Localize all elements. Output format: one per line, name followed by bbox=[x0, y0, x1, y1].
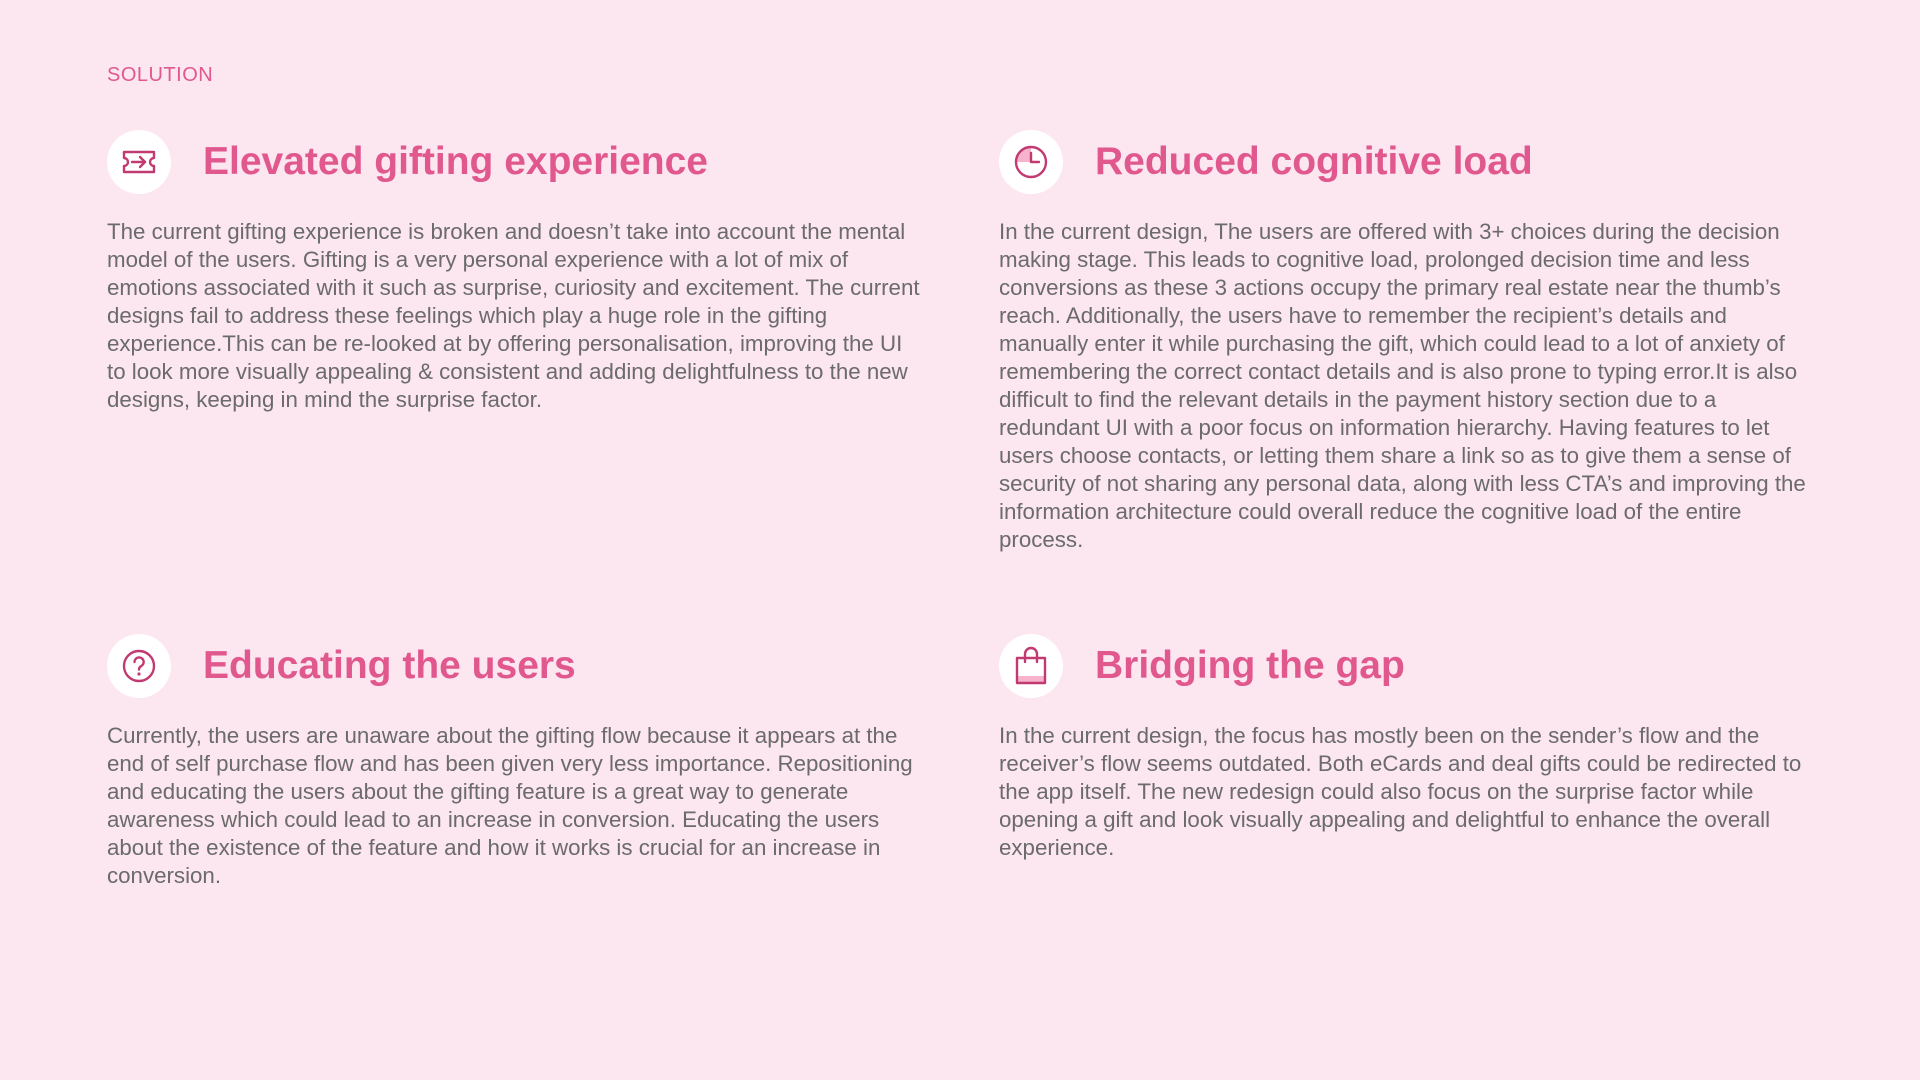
section-label: SOLUTION bbox=[107, 64, 214, 86]
solution-card-educating-users bbox=[107, 634, 927, 890]
card-title: Elevated gifting experience bbox=[203, 140, 709, 183]
card-body: In the current design, the focus has mostly been on the sender’s flow and the receiver’s flow seems outdated. Both eCards and deal gifts could be redirected to the app itself. The new redesign could also focus on the surprise factor while opening a gift and look visually appealing and delightful to enhance the overall experience. bbox=[999, 723, 1802, 860]
card-title: Educating the users bbox=[203, 644, 576, 687]
card-header bbox=[107, 634, 927, 698]
card-body: In the current design, The users are offered with 3+ choices during the decision making stage. This leads to cognitive load, prolonged decision time and less conversions as these 3 actions occupy the primary real estate near the thumb’s reach. Additionally, the users have to remember the recipient’s details and manually enter it while purchasing the gift, which could lead to a lot of anxiety of remembering the correct contact details and is also prone to typing error.It is also difficult to find the relevant details in the payment history section due to a redundant UI with a poor focus on information hierarchy. Having features to let users choose contacts, or letting them share a link so as to give them a sense of security of not sharing any personal data, along with less CTA’s and improving the information architecture could overall reduce the cognitive load of the entire process. bbox=[999, 219, 1806, 552]
card-header bbox=[999, 130, 1819, 194]
card-title: Reduced cognitive load bbox=[1095, 140, 1533, 183]
card-body: The current gifting experience is broken and doesn’t take into account the mental model of the users. Gifting is a very personal experience with a lot of mix of emotions associated with it such as surprise, curiosity and excitement. The current designs fail to address these feelings which play a huge role in the gifting experience.This can be re-looked at by offering personalisation, improving the UI to look more visually appealing & consistent and adding delightfulness to the new designs, keeping in mind the surprise factor. bbox=[107, 219, 920, 412]
ticket-arrow-icon bbox=[107, 130, 171, 194]
card-body: Currently, the users are unaware about the gifting flow because it appears at the end of self purchase flow and has been given very less importance. Repositioning and educating the users about the gifting feature is a great way to generate awareness which could lead to an increase in conversion. Educating the users about the existence of the feature and how it works is crucial for an increase in conversion. bbox=[107, 723, 913, 888]
solution-card-reduced-cognitive-load bbox=[999, 130, 1819, 554]
card-title: Bridging the gap bbox=[1095, 644, 1405, 687]
card-header bbox=[107, 130, 927, 194]
shopping-bag-icon bbox=[999, 634, 1063, 698]
clock-icon bbox=[999, 130, 1063, 194]
solution-card-elevated-gifting bbox=[107, 130, 927, 414]
solution-card-bridging-gap bbox=[999, 634, 1819, 862]
card-header bbox=[999, 634, 1819, 698]
question-circle-icon bbox=[107, 634, 171, 698]
